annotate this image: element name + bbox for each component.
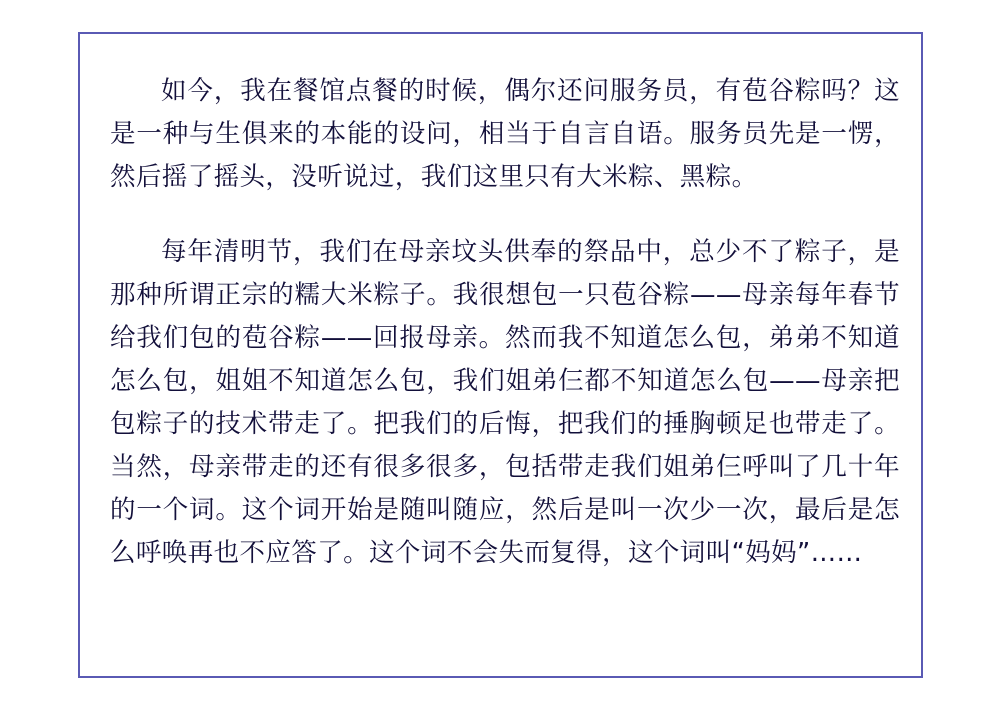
paragraph-2: 每年清明节，我们在母亲坟头供奉的祭品中，总少不了粽子，是那种所谓正宗的糯大米粽子。我很想包一只苞谷粽——母亲每年春节给我们包的苞谷粽——回报母亲。然而我不知道怎么包，弟弟不知道怎么包，姐姐不知道怎么包，我们姐弟仨都不知道怎么包——母亲把包粽子的技术带走了。把我们的后悔，把我们的捶胸顿足也带走了。当然，母亲带走的还有很多很多，包括带走我们姐弟仨呼叫了几十年的一个词。这个词开始是随叫随应，然后是叫一次少一次，最后是怎么呼唤再也不应答了。这个词不会失而复得，这个词叫“妈妈”…… (110, 237, 900, 568)
paragraph-1: 如今，我在餐馆点餐的时候，偶尔还问服务员，有苞谷粽吗？这是一种与生俱来的本能的设问，相当于自言自语。服务员先是一愣，然后摇了摇头，没听说过，我们这里只有大米粽、黑粽。 (110, 76, 900, 192)
document-body (110, 70, 900, 575)
